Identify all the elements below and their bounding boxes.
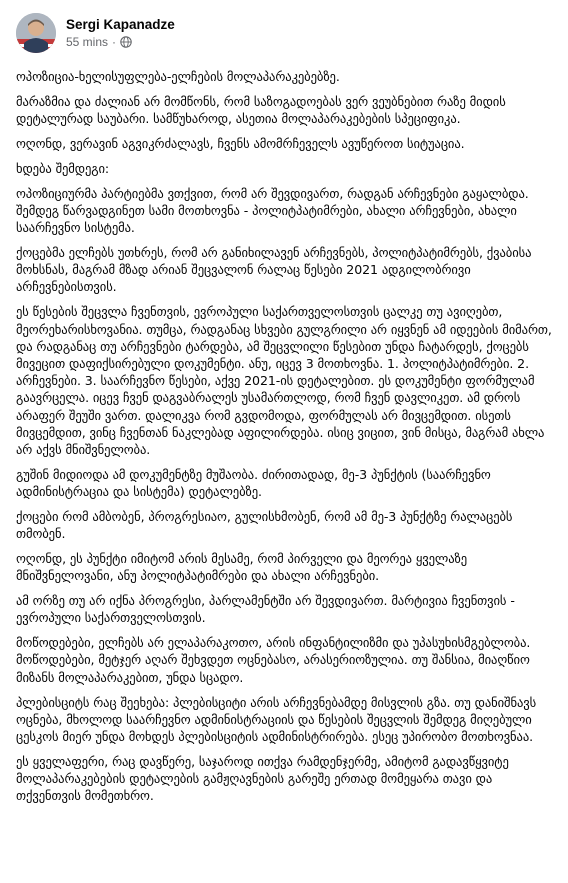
post-paragraph: გუშინ მიდიოდა ამ დოკუმენტზე მუშაობა. ძირითადად, მე-3 პუნქტის (საარჩევნო ადმინისტრაცია და სისტემა) დეტალებზე. <box>16 466 491 500</box>
post-meta <box>66 16 175 50</box>
post-subline <box>66 34 175 50</box>
post-paragraph: ამ ორზე თუ არ იქნა პროგრესი, პარლამენტში არ შევდივართ. მარტივია ჩვენთვის - ევროპული საქართველოსთვის. <box>16 593 515 626</box>
post-paragraph: ოღონდ, ვერავინ აგვიკრძალავს, ჩვენს ამომრჩეველს ავუწეროთ სიტუაცია. <box>16 135 465 151</box>
post-paragraph: ეს ყველაფერი, რაც დავწერე, საჯაროდ ითქვა რამდენჯერმე, ამიტომ გადავწყვიტე მოლაპარაკებების დეტალების გამჟღავნების გარეშე ერთად მომეყარა თავი და თქვენთვის მომეთხრო. <box>16 753 509 804</box>
meta-separator: · <box>112 35 117 49</box>
post-paragraph: ოპოზიცია-ხელისუფლება-ელჩების მოლაპარაკებებზე. <box>16 69 340 84</box>
avatar[interactable] <box>16 13 56 53</box>
author-name[interactable]: Sergi Kapanadze <box>66 17 175 32</box>
post-header <box>16 10 554 56</box>
post-paragraph: ქოცები რომ ამბობენ, პროგრესიაო, გულისხმობენ, რომ ამ მე-3 პუნქტზე რალაცებს თმობენ. <box>16 508 513 542</box>
post-paragraph: მოწოდებები, ელჩებს არ ელაპარაკოთო, არის ინფანტილიზმი და უპასუხისმგებლობა. მოწოდებები, მეტჯერ აღარ შეხვდეთ ოცნებასო, არასერიოზულია. თუ შანსია, მიაღწიო მიზანს მოლაპარაკებით, უნდა სცადო. <box>16 635 531 685</box>
post-paragraph: ოპოზიციურმა პარტიებმა ვთქვით, რომ არ შევდივართ, რადგან არჩევნები გაყალბდა. შემდეგ წარვადგინეთ სამი მოთხოვნა - პოლიტპატიმრები, ახალი არჩევნები, ახალი საარჩევნო სისტემა. <box>16 185 529 236</box>
post-timestamp[interactable]: 55 mins <box>66 35 109 49</box>
post-body <box>16 68 554 804</box>
post-paragraph: პლებისციტს რაც შეეხება: პლებისციტი არის არჩევნებამდე მისვლის გზა. თუ დანიშნავს ოცნება, მხოლოდ საარჩევნო ადმინისტრაციის და წესების შეცვლის შემდეგ მიღებული ცესკოს მიერ უნდა მოხდეს პლებისციტის ადმინისტრირება. ესეც უპირობო მოთხოვნაა. <box>16 694 537 744</box>
post-paragraph: ეს წესების შეცვლა ჩვენთვის, ევროპული საქართველოსთვის ცალკე თუ ავიღებთ, მეორეხარისხოვანია. თუმცა, რადგანაც სხვები გულგრილი არ იყვნენ ამ იდეების მიმართ, და რადგანაც თუ არჩევნები ტარდება, ამ შეცვლილი წესებით უნდა ჩატარდეს, ქოცებს მივეცით დაფიქსირებული დოკუმენტი. ანუ, იცევ 3 მოთხოვნა. 1. პოლიტპატიმრები. 2. არჩევნები. 3. საარჩევნო წესები, აქვე 2021-ის დეტალებით. ეს დოკუმენტი ფორმულამ გაავრცელა. იცევ ჩვენ დაგვაბრალეს უსამართლოდ, რომ ჩვენ დავლიკეთ. ამ დროს არაფერ შეუში ვართ. დალიკვა რომ გვდომოდა, ფორმულას არ მივცემდით. ისეთს მივცემდით, ვინც ჩვენთან ნაკლებად აფილირდება. ისიც ვიცით, ვინ მისცა, მაგრამ ახლა არ აქვს მნიშვნელობა. <box>16 304 552 457</box>
post-paragraph: ქოცებმა ელჩებს უთხრეს, რომ არ განიხილავენ არჩევნებს, პოლიტპატიმრებს, ქვაბისა მოხსნას, მაგრამ მზად არიან შეცვალონ რალაც წესები 2021 ადგილობრივი არჩევნებისთვის. <box>16 245 532 295</box>
avatar-image <box>16 13 56 53</box>
globe-icon[interactable] <box>120 36 132 48</box>
post-paragraph: ხდება შემდეგი: <box>16 160 110 176</box>
post-paragraph: მარაზმია და ძალიან არ მომწონს, რომ საზოგადოებას ვერ ვეუბნებით რაზე მიდის დეტალურად საუბარი. სამწუხაროდ, ასეთია მოლაპარაკებების სპეციფიკა. <box>16 93 506 127</box>
post-paragraph: ოღონდ, ეს პუნქტი იმიტომ არის მესამე, რომ პირველი და მეორეა ყველაზე მნიშვნელოვანი, ანუ პოლიტპატიმრები და ახალი არჩევნები. <box>16 551 468 584</box>
